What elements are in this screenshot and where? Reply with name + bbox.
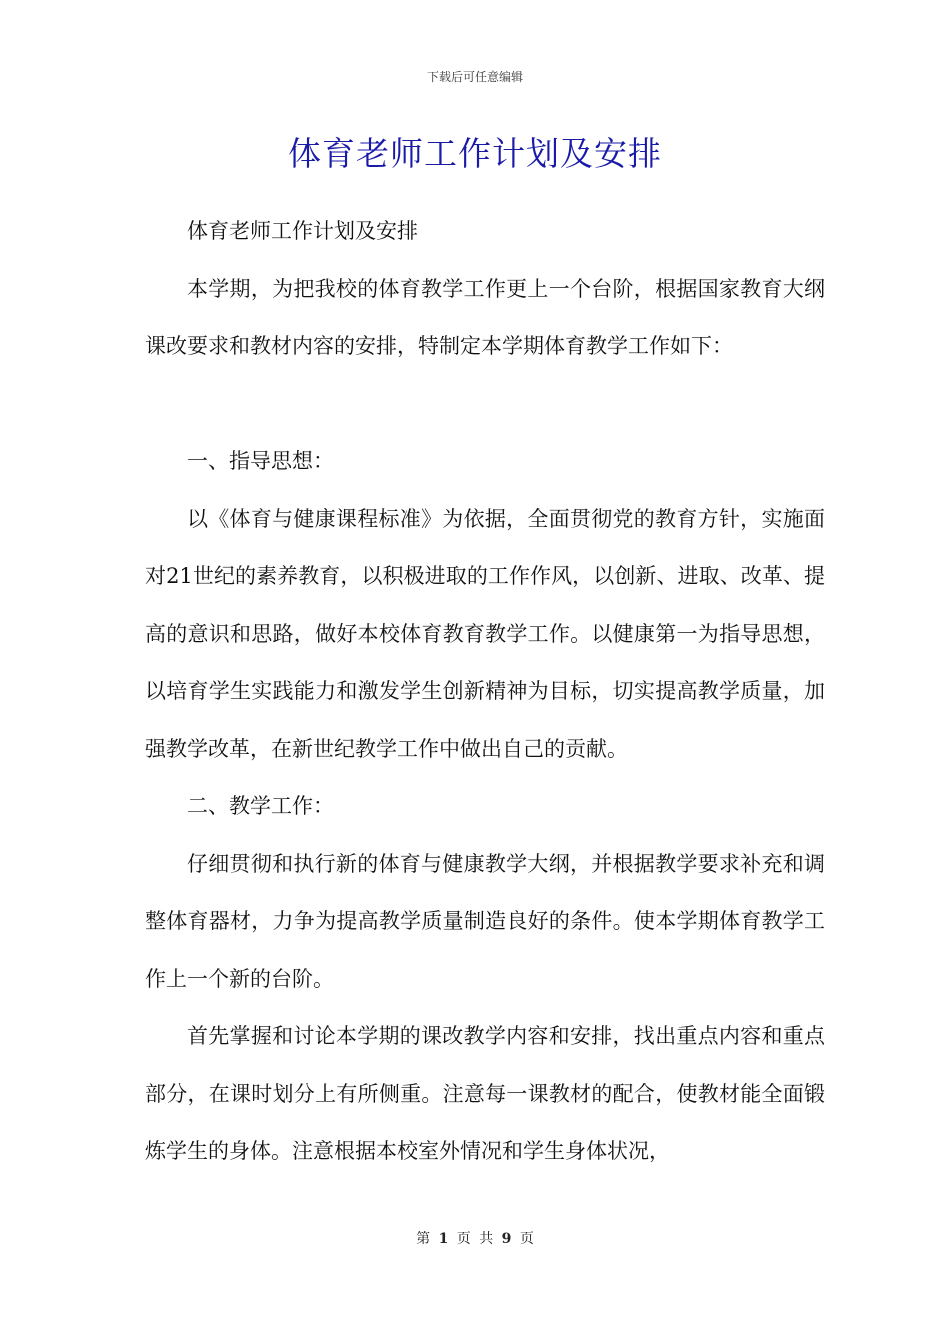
footer-page-number: 1 (438, 1231, 449, 1247)
section-heading-teaching-work: 二、教学工作： (187, 794, 334, 818)
paragraph-subtitle: 体育老师工作计划及安排 (187, 219, 418, 243)
footer-middle: 页 共 (456, 1231, 494, 1247)
footer-total-pages: 9 (501, 1231, 512, 1247)
footer-prefix: 第 (416, 1231, 431, 1247)
paragraph-guiding-ideology: 以《体育与健康课程标准》为依据，全面贯彻党的教育方针，实施面对21世纪的素养教育，以积极进取的工作作风，以创新、进取、改革、提高的意识和思路，做好本校体育教育教学工作。以健康第一为指导思想，以培育学生实践能力和激发学生创新精神为目标，切实提高教学质量，加强教学改革，在新世纪教学工作中做出自己的贡献。 (145, 506, 825, 761)
paragraph-intro: 本学期，为把我校的体育教学工作更上一个台阶，根据国家教育大纲课改要求和教材内容的安排，特制定本学期体育教学工作如下： (145, 276, 825, 358)
section-heading-guiding-ideology: 一、指导思想： (187, 449, 334, 473)
document-body (145, 203, 825, 1181)
paragraph-teaching-work-2: 首先掌握和讨论本学期的课改教学内容和安排，找出重点内容和重点部分，在课时划分上有所侧重。注意每一课教材的配合，使教材能全面锻炼学生的身体。注意根据本校室外情况和学生身体状况， (145, 1024, 825, 1163)
document-title: 体育老师工作计划及安排 (288, 134, 662, 173)
footer-suffix: 页 (519, 1231, 534, 1247)
page-footer (0, 1228, 950, 1248)
blank-line (145, 376, 825, 434)
paragraph-teaching-work-1: 仔细贯彻和执行新的体育与健康教学大纲，并根据教学要求补充和调整体育器材，力争为提高教学质量制造良好的条件。使本学期体育教学工作上一个新的台阶。 (145, 851, 825, 991)
header-note: 下载后可任意编辑 (426, 70, 523, 84)
